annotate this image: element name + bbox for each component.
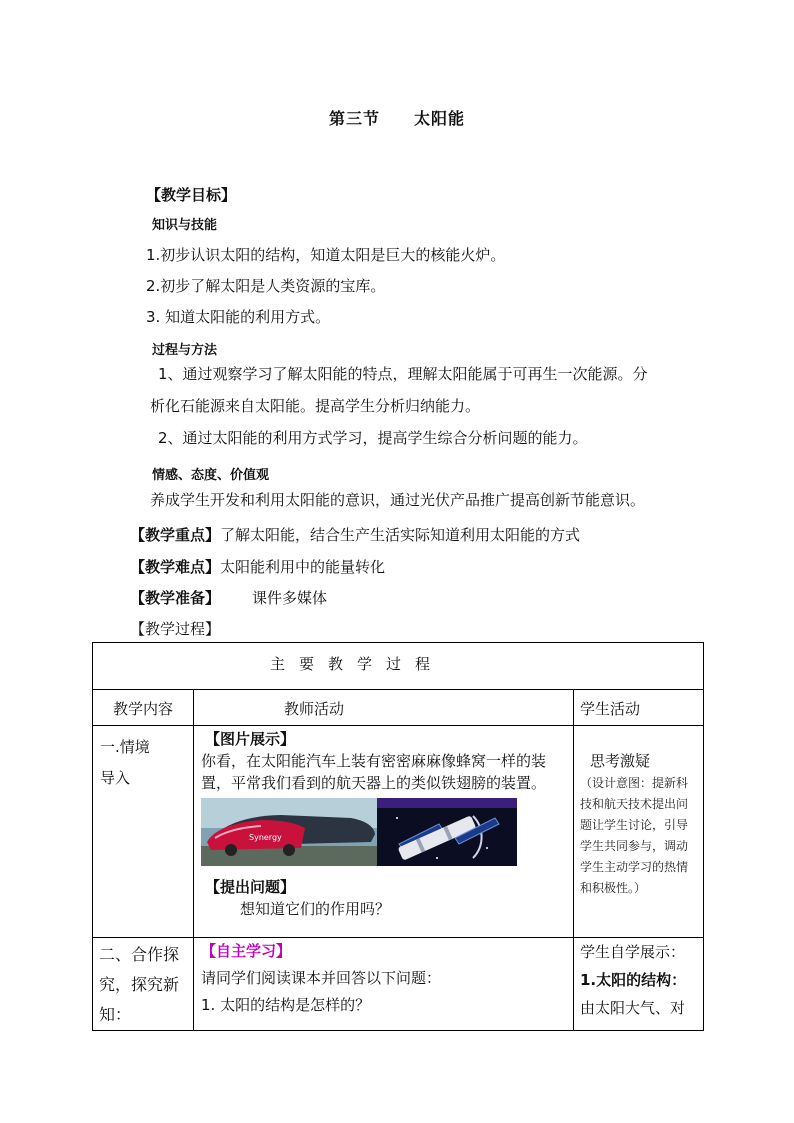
preparation-label: 【教学准备】 xyxy=(130,589,221,607)
row1-student-cell xyxy=(574,726,704,938)
row2-content-line2: 究，探究新 xyxy=(99,975,180,994)
col-header-student: 学生活动 xyxy=(580,700,641,718)
row1-teacher-tag: 【图片展示】 xyxy=(205,730,296,748)
row1-teacher-question: 想知道它们的作用吗？ xyxy=(240,900,391,918)
row2-content-line1: 二、合作探 xyxy=(99,945,180,964)
table-main-header-cell xyxy=(93,643,704,690)
row2-teacher-line2: 1. 太阳的结构是怎样的？ xyxy=(201,996,371,1014)
page-title xyxy=(0,106,794,129)
knowledge-item-3: 3. 知道太阳能的利用方式。 xyxy=(146,308,331,326)
row1-teacher-tag2: 【提出问题】 xyxy=(205,878,296,896)
spacecraft-image xyxy=(377,798,517,866)
col-header-student-cell xyxy=(574,690,704,726)
process-subheading: 过程与方法 xyxy=(152,343,218,358)
row1-content-cell xyxy=(93,726,194,938)
difficulty-text: 太阳能利用中的能量转化 xyxy=(220,558,386,576)
row2-student-line1: 学生自学展示： xyxy=(580,943,686,961)
emotion-subheading: 情感、态度、价值观 xyxy=(152,468,270,483)
row2-teacher-line1: 请同学们阅读课本并回答以下问题： xyxy=(201,969,442,987)
col-header-teacher-cell xyxy=(194,690,574,726)
focus-text: 了解太阳能，结合生产生活实际知道利用太阳能的方式 xyxy=(220,526,581,544)
objectives-heading: 【教学目标】 xyxy=(146,186,237,204)
preparation-text: 课件多媒体 xyxy=(252,589,328,607)
table-main-header: 主要教学过程 xyxy=(270,655,445,673)
car-logo: Synergy xyxy=(249,833,282,842)
row2-teacher-cell xyxy=(194,938,574,1031)
col-header-content-cell xyxy=(93,690,194,726)
preparation-line xyxy=(130,587,327,608)
process-item-1-line2: 析化石能源来自太阳能。提高学生分析归纳能力。 xyxy=(150,397,481,415)
knowledge-item-2: 2.初步了解太阳是人类资源的宝库。 xyxy=(146,277,386,295)
title-section: 第三节 xyxy=(328,109,380,128)
row1-student-note: （设计意图：提新科技和航天技术提出问题让学生讨论，引导学生共同参与，调动学生主动学习的热情和积极性。） xyxy=(580,776,689,895)
row2-content-cell xyxy=(93,938,194,1031)
row2-student-line2: 1.太阳的结构： xyxy=(580,971,687,989)
process-table xyxy=(92,642,704,1031)
row1-images xyxy=(201,798,573,868)
row2-teacher-tag: 【自主学习】 xyxy=(201,942,292,960)
emotion-item: 养成学生开发和利用太阳能的意识，通过光伏产品推广提高创新节能意识。 xyxy=(150,491,646,509)
solar-car-image xyxy=(201,798,377,866)
row2-student-cell xyxy=(574,938,704,1031)
focus-line xyxy=(130,524,580,545)
process-item-2: 2、通过太阳能的利用方式学习，提高学生综合分析问题的能力。 xyxy=(158,429,588,447)
row1-content-line2: 导入 xyxy=(100,769,131,787)
difficulty-line xyxy=(130,556,385,577)
row1-teacher-cell xyxy=(194,726,574,938)
process-heading: 【教学过程】 xyxy=(130,620,221,638)
row1-student-main: 思考激疑 xyxy=(590,752,651,770)
row2-student-line3: 由太阳大气、对 xyxy=(580,999,686,1017)
row1-content-line1: 一.情境 xyxy=(100,738,150,756)
col-header-teacher: 教师活动 xyxy=(284,700,345,718)
col-header-content: 教学内容 xyxy=(112,700,173,718)
focus-label: 【教学重点】 xyxy=(130,526,221,544)
row1-teacher-text: 你看，在太阳能汽车上装有密密麻麻像蜂窝一样的装置，平常我们看到的航天器上的类似铁翅膀的装置。 xyxy=(201,752,547,792)
row2-content-line3: 知： xyxy=(99,1005,132,1024)
difficulty-label: 【教学难点】 xyxy=(130,558,221,576)
process-item-1-line1: 1、通过观察学习了解太阳能的特点，理解太阳能属于可再生一次能源。分 xyxy=(158,365,648,383)
knowledge-subheading: 知识与技能 xyxy=(152,218,218,233)
knowledge-item-1: 1.初步认识太阳的结构，知道太阳是巨大的核能火炉。 xyxy=(146,246,506,264)
title-topic: 太阳能 xyxy=(414,109,466,128)
